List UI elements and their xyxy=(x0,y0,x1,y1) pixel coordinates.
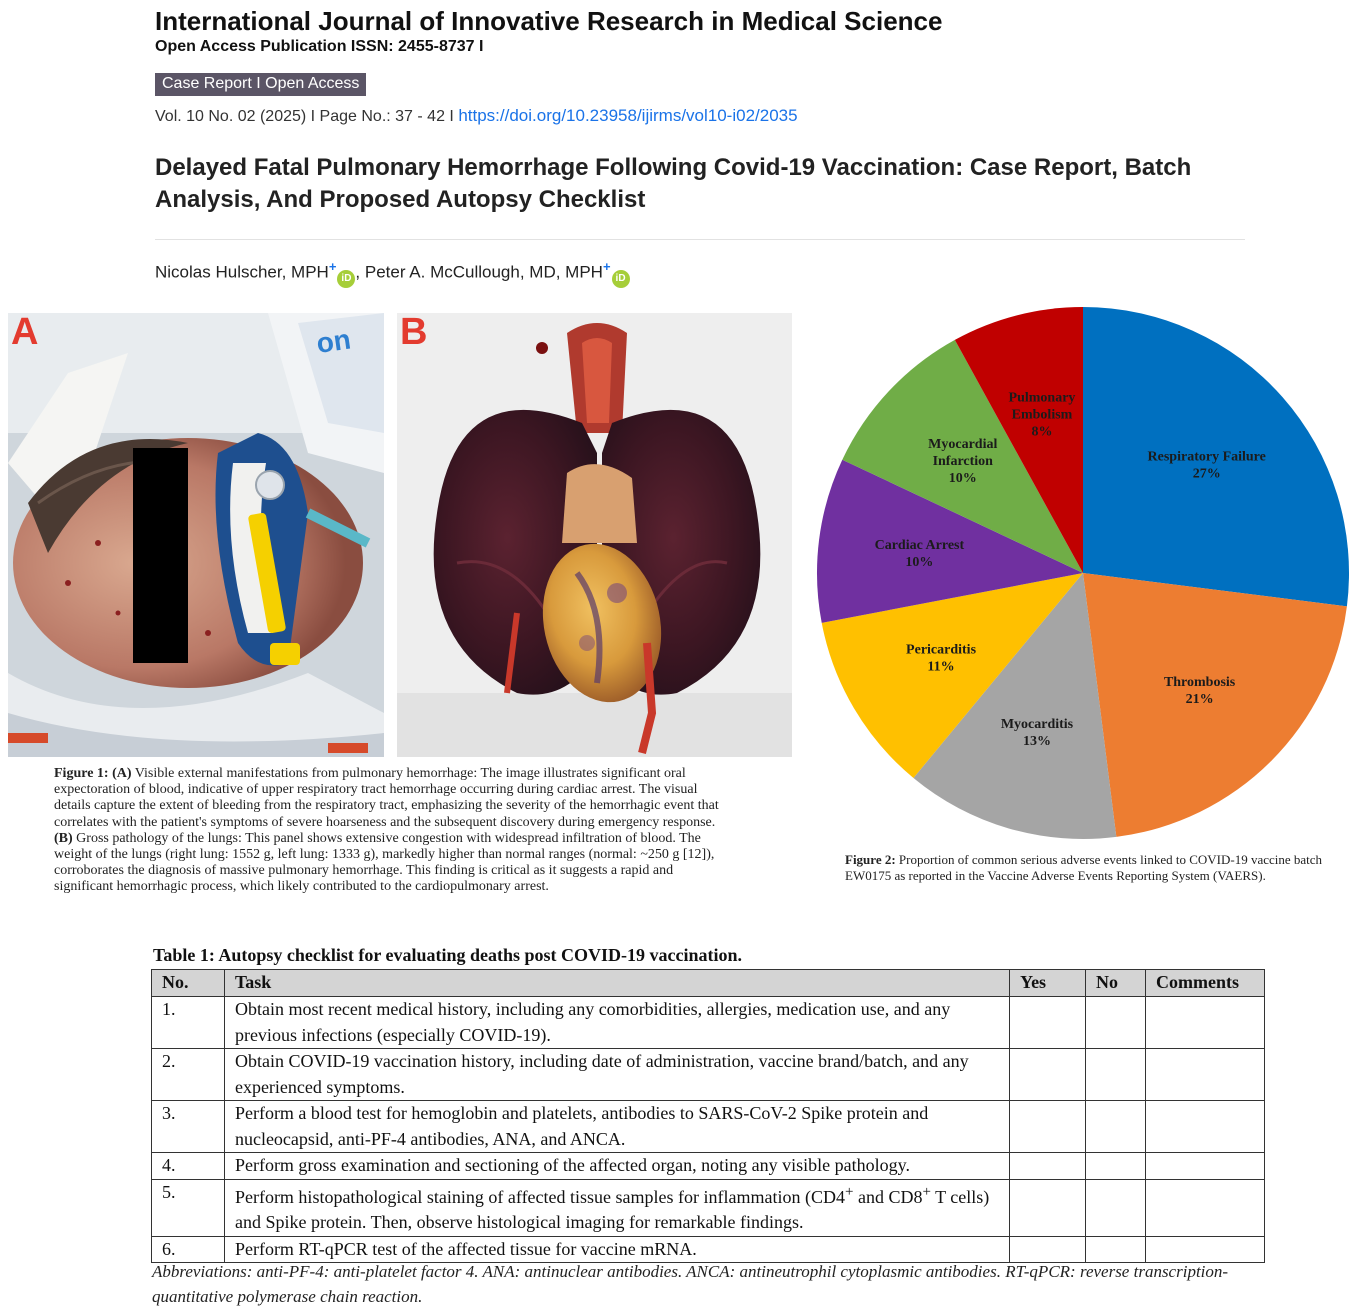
figure2-caption xyxy=(845,852,1345,884)
row-task: Obtain most recent medical history, including any comorbidities, allergies, medication use, and any previous infections (especially COVID-19). xyxy=(224,997,1009,1049)
table1-abbreviations: Abbreviations: anti-PF-4: anti-platelet factor 4. ANA: antinuclear antibodies. ANCA: antineutrophil cytoplasmic antibodies. RT-qPCR: reverse transcription-quantitative polymerase chain reaction. xyxy=(152,1262,1229,1306)
comments-cell[interactable] xyxy=(1145,1179,1264,1236)
figure2-caption-lead: Figure 2: xyxy=(845,852,896,867)
comments-cell[interactable] xyxy=(1145,1101,1264,1153)
author-name: Nicolas Hulscher, MPH xyxy=(155,262,329,282)
caption-panel-b-marker: (B) xyxy=(54,830,73,846)
divider xyxy=(155,239,1245,240)
pie-label-pericarditis: Pericarditis 11% xyxy=(906,642,977,675)
no-cell[interactable] xyxy=(1086,997,1146,1049)
yes-cell[interactable] xyxy=(1010,1101,1086,1153)
row-task: Obtain COVID-19 vaccination history, including date of administration, vaccine brand/batch, and any experienced symptoms. xyxy=(224,1049,1009,1101)
article-title: Delayed Fatal Pulmonary Hemorrhage Following Covid-19 Vaccination: Case Report, Batch Analysis, And Proposed Autopsy Checklist xyxy=(155,154,1192,213)
table-row xyxy=(152,1101,1265,1153)
figure1-panel-a xyxy=(8,313,384,757)
row-task: Perform a blood test for hemoglobin and platelets, antibodies to SARS-CoV-2 Spike protein and nucleocapsid, anti-PF-4 antibodies, ANA, and ANCA. xyxy=(224,1101,1009,1153)
case-report-badge: Case Report I Open Access xyxy=(155,73,366,96)
no-cell[interactable] xyxy=(1086,1153,1146,1180)
header-comments: Comments xyxy=(1145,970,1264,997)
yes-cell[interactable] xyxy=(1010,1049,1086,1101)
caption-panel-a-marker: (A) xyxy=(112,766,132,781)
comments-cell[interactable] xyxy=(1145,1049,1264,1101)
journal-title: International Journal of Innovative Research in Medical Science xyxy=(155,6,943,36)
table1-caption: Table 1: Autopsy checklist for evaluating deaths post COVID-19 vaccination. xyxy=(153,945,743,965)
patient-photo xyxy=(8,313,384,757)
doi-link[interactable]: https://doi.org/10.23958/ijirms/vol10-i02/2035 xyxy=(458,106,798,125)
row-number: 2. xyxy=(152,1049,225,1101)
yes-cell[interactable] xyxy=(1010,1153,1086,1180)
figure2-caption-text: Proportion of common serious adverse events linked to COVID-19 vaccine batch EW0175 as reported in the Vaccine Adverse Events Reporting System (VAERS). xyxy=(845,852,1323,883)
row-number: 6. xyxy=(152,1236,225,1263)
row-number: 3. xyxy=(152,1101,225,1153)
figure1-caption-lead: Figure 1: xyxy=(54,766,109,781)
autopsy-checklist-table xyxy=(151,969,1265,1263)
pie-label-cardiac-arrest: Cardiac Arrest 10% xyxy=(874,537,965,570)
yes-cell[interactable] xyxy=(1010,997,1086,1049)
lung-specimen-photo xyxy=(397,313,792,757)
volume-text: Vol. 10 No. 02 (2025) I Page No.: 37 - 42 I xyxy=(155,108,454,125)
pie-slice-thrombosis xyxy=(1083,573,1347,837)
pie-label-myocarditis: Myocarditis 13% xyxy=(1000,716,1074,749)
author-name: Peter A. McCullough, MD, MPH xyxy=(364,262,603,282)
no-cell[interactable] xyxy=(1086,1101,1146,1153)
no-cell[interactable] xyxy=(1086,1049,1146,1101)
no-cell[interactable] xyxy=(1086,1179,1146,1236)
privacy-redaction xyxy=(133,448,188,663)
row-task: Perform histopathological staining of affected tissue samples for inflammation (CD4+ and CD8+ T cells) and Spike protein. Then, observe histological imaging for remarkable findings. xyxy=(224,1179,1009,1236)
header-task: Task xyxy=(224,970,1009,997)
header-yes: Yes xyxy=(1010,970,1086,997)
author-list: Nicolas Hulscher, MPH+iD , Peter A. McCullough, MD, MPH+iD xyxy=(155,259,630,288)
figure1-caption xyxy=(54,766,734,896)
panel-b-label: B xyxy=(400,313,428,353)
figure1-panel-b xyxy=(397,313,792,757)
orcid-icon[interactable]: iD xyxy=(337,270,355,288)
table-row xyxy=(152,1179,1265,1236)
adverse-events-pie-chart xyxy=(815,305,1351,841)
pie-label-respiratory-failure: Respiratory Failure 27% xyxy=(1147,449,1266,482)
row-task: Perform gross examination and sectioning of the affected organ, noting any visible pathology. xyxy=(224,1153,1009,1180)
panel-a-label: A xyxy=(11,313,39,353)
issn-line: Open Access Publication ISSN: 2455-8737 I xyxy=(155,38,484,55)
comments-cell[interactable] xyxy=(1145,1153,1264,1180)
header-no-col: No xyxy=(1086,970,1146,997)
pie-label-pulmonary-embolism: Pulmonary Embolism 8% xyxy=(1008,390,1076,440)
svg-text:on: on xyxy=(314,323,353,359)
pie-label-thrombosis: Thrombosis 21% xyxy=(1163,675,1236,708)
orcid-icon[interactable]: iD xyxy=(612,270,630,288)
yes-cell[interactable] xyxy=(1010,1179,1086,1236)
volume-line xyxy=(155,106,798,126)
pie-label-myocardial-infarction: Myocardial Infarction 10% xyxy=(928,437,998,487)
table-row xyxy=(152,1049,1265,1101)
row-number: 5. xyxy=(152,1179,225,1236)
header-no: No. xyxy=(152,970,225,997)
caption-panel-b-text: Gross pathology of the lungs: This panel shows extensive congestion with widespread infiltration of blood. The weight of the lungs (right lung: 1552 g, left lung: 1333 g), markedly higher than normal ranges (normal: ~250 g [12]), corroborates the diagnosis of massive pulmonary hemorrhage. This finding is critical as it suggests a rapid and significant hemorrhagic process, which likely contributed to the cardiopulmonary arrest. xyxy=(54,830,715,895)
caption-panel-a-text: Visible external manifestations from pulmonary hemorrhage: The image illustrates significant oral expectoration of blood, indicative of upper respiratory tract hemorrhage occurring during cardiac arrest. The visual details capture the extent of bleeding from the respiratory tract, emphasizing the severity of the hemorrhagic event that correlates with the patient's symptoms of severe hoarseness and the subsequent discovery during emergency response. xyxy=(54,766,719,830)
corresponding-mark: + xyxy=(602,259,611,274)
row-number: 1. xyxy=(152,997,225,1049)
table-header-row xyxy=(152,970,1265,997)
row-task: Perform RT-qPCR test of the affected tissue for vaccine mRNA. xyxy=(224,1236,1009,1263)
table-row xyxy=(152,1153,1265,1180)
row-number: 4. xyxy=(152,1153,225,1180)
table-row xyxy=(152,997,1265,1049)
corresponding-mark: + xyxy=(328,259,337,274)
comments-cell[interactable] xyxy=(1145,997,1264,1049)
